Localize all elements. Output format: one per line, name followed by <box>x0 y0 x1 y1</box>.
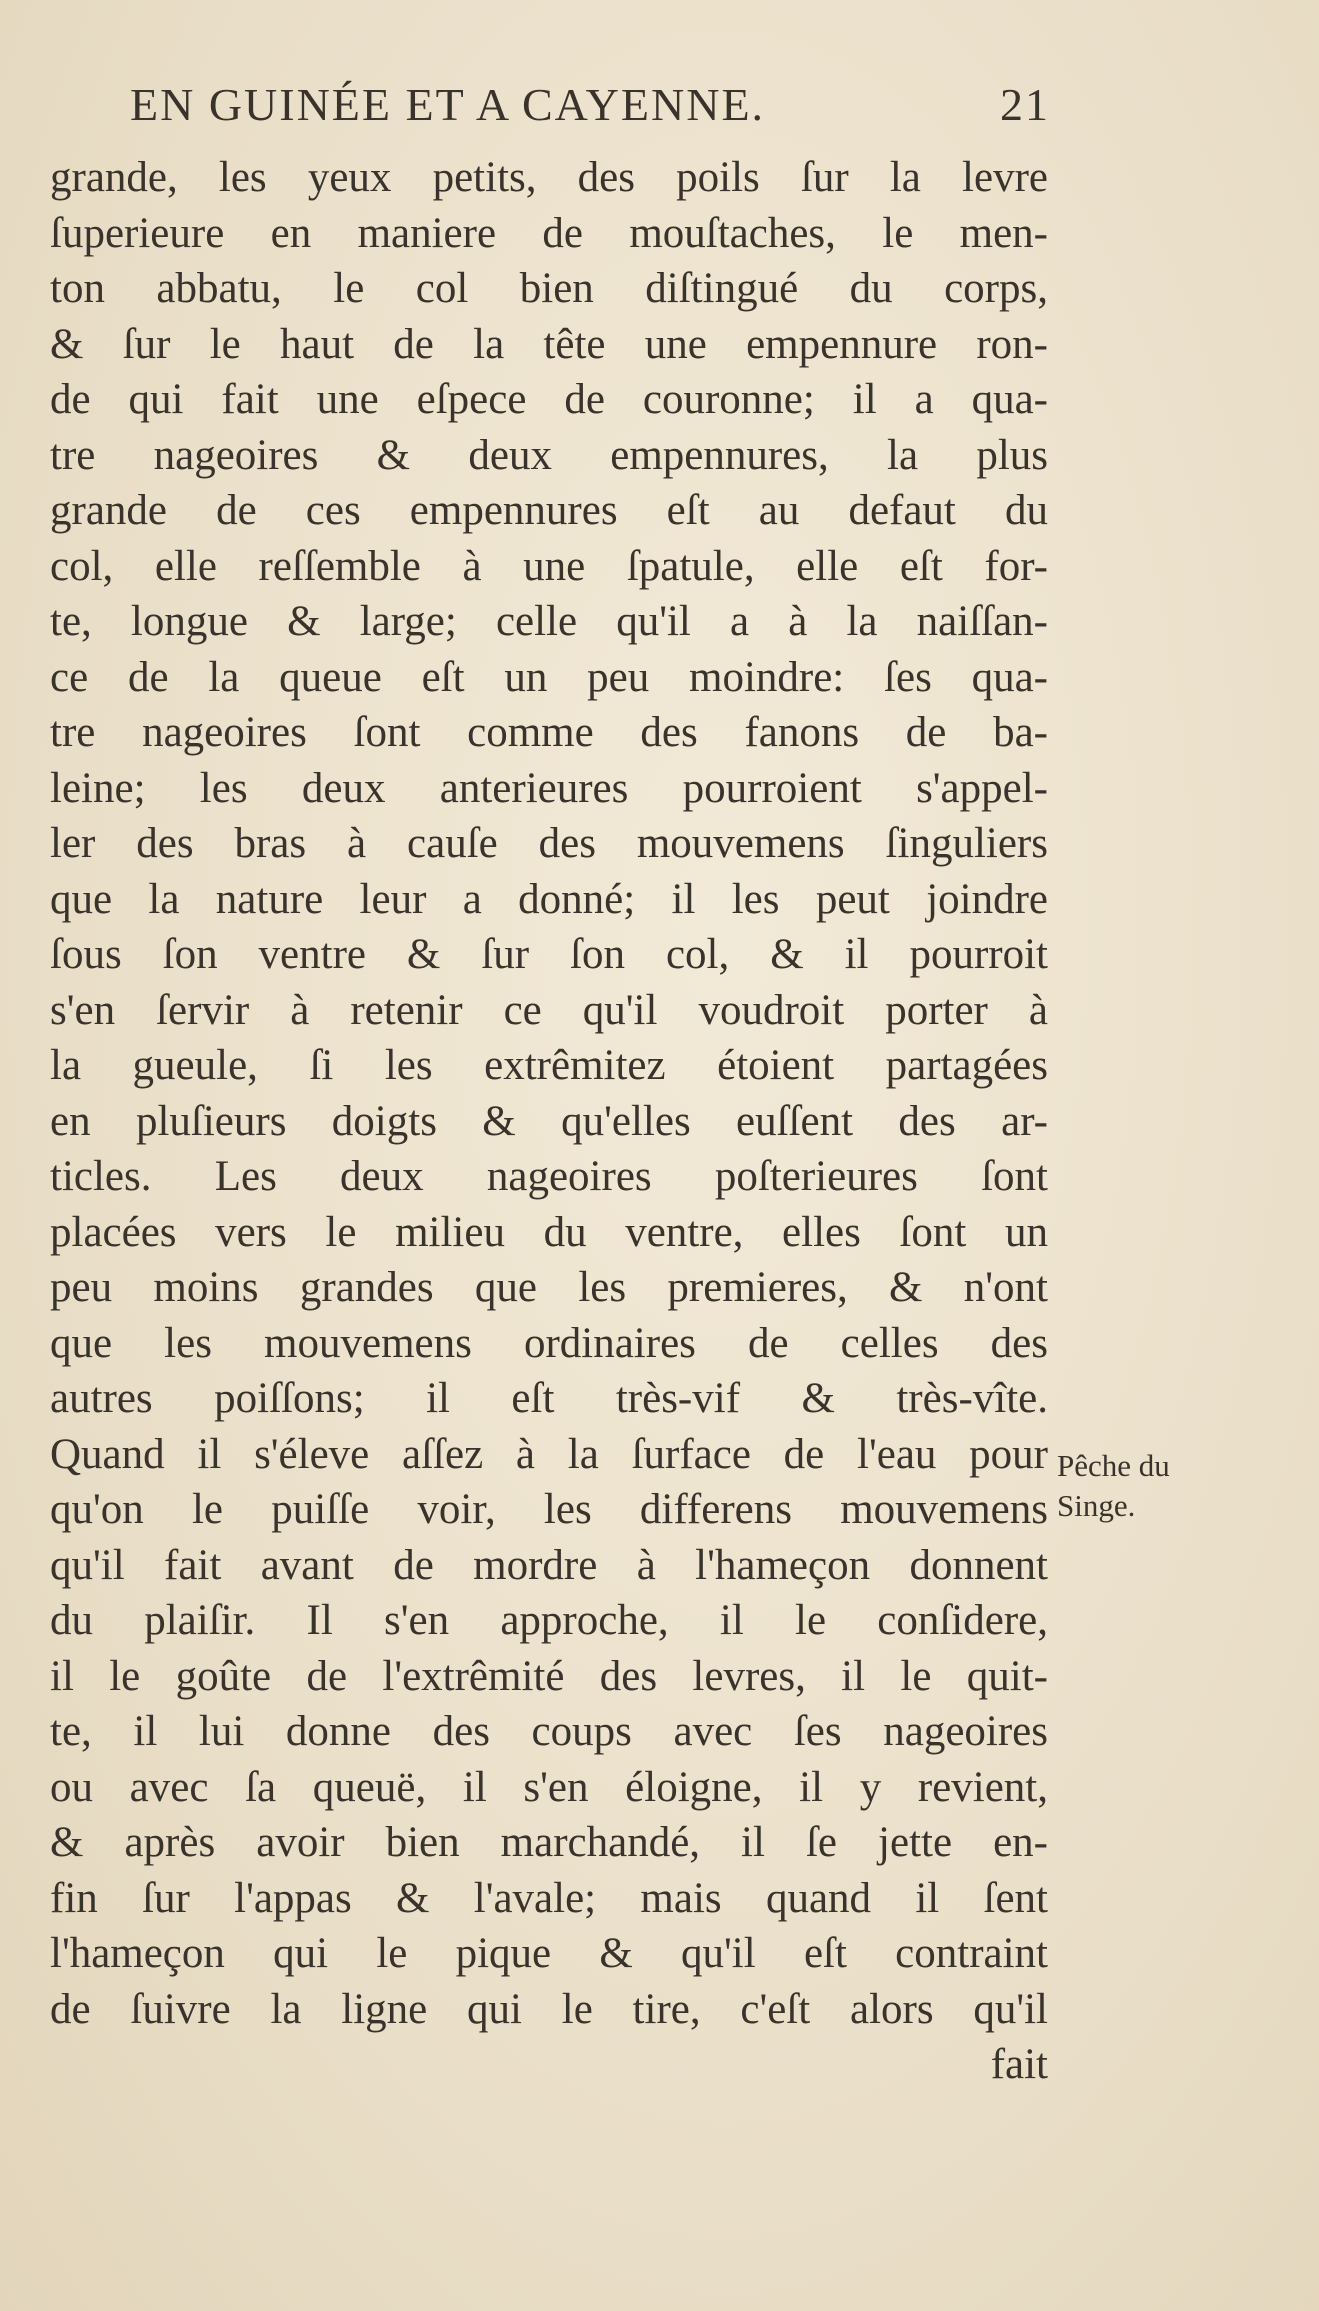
text-line: ſous ſon ventre & ſur ſon col, & il pourroit <box>50 931 1048 978</box>
text-line: qu'on le puiſſe voir, les differens mouvemens <box>50 1486 1048 1533</box>
text-line: Quand il s'éleve aſſez à la ſurface de l'eau pour <box>50 1430 1048 1478</box>
catchword: fait <box>990 2041 1048 2088</box>
text-line: ce de la queue eſt un peu moindre: ſes qua- <box>50 653 1048 701</box>
text-line: fin ſur l'appas & l'avale; mais quand il ſent <box>50 1874 1048 1922</box>
text-line: grande de ces empennures eſt au defaut du <box>50 487 1048 534</box>
running-title: EN GUINÉE ET A CAYENNE. <box>130 79 766 130</box>
text-line: en pluſieurs doigts & qu'elles euſſent des ar- <box>50 1097 1048 1145</box>
body-text <box>50 150 1048 2093</box>
text-line: que la nature leur a donné; il les peut joindre <box>50 875 1048 923</box>
text-line: l'hameçon qui le pique & qu'il eſt contraint <box>50 1930 1048 1977</box>
text-line: te, longue & large; celle qu'il a à la naiſſan- <box>50 598 1048 645</box>
text-line: ſuperieure en maniere de mouſtaches, le men- <box>50 209 1048 257</box>
text-line: & ſur le haut de la tête une empennure ron- <box>50 320 1048 368</box>
text-line: ton abbatu, le col bien diſtingué du corps, <box>50 265 1048 312</box>
text-line: ler des bras à cauſe des mouvemens ſinguliers <box>50 820 1048 867</box>
page-number: 21 <box>1000 79 1050 130</box>
text-line: que les mouvemens ordinaires de celles des <box>50 1319 1048 1367</box>
margin-note-line: Singe. <box>1057 1488 1136 1523</box>
text-line: peu moins grandes que les premieres, & n'ont <box>50 1264 1048 1311</box>
text-line: col, elle reſſemble à une ſpatule, elle eſt for- <box>50 542 1048 590</box>
text-line: qu'il fait avant de mordre à l'hameçon donnent <box>50 1541 1048 1589</box>
text-line: & après avoir bien marchandé, il ſe jette en- <box>50 1819 1048 1866</box>
text-line: tre nageoires & deux empennures, la plus <box>50 431 1048 479</box>
margin-note-line: Pêche du <box>1057 1448 1170 1483</box>
text-line: grande, les yeux petits, des poils ſur la levre <box>50 154 1048 201</box>
text-line: ticles. Les deux nageoires poſterieures ſont <box>50 1153 1048 1200</box>
text-line: la gueule, ſi les extrêmitez étoient partagées <box>50 1042 1048 1089</box>
running-head <box>130 78 1050 138</box>
text-line: leine; les deux anterieures pourroient s'appel- <box>50 764 1048 812</box>
text-line: placées vers le milieu du ventre, elles ſont un <box>50 1208 1048 1256</box>
text-line: te, il lui donne des coups avec ſes nageoires <box>50 1708 1048 1755</box>
text-line: ou avec ſa queuë, il s'en éloigne, il y revient, <box>50 1763 1048 1811</box>
text-line: de qui fait une eſpece de couronne; il a qua- <box>50 376 1048 423</box>
text-line: tre nageoires ſont comme des fanons de ba- <box>50 709 1048 756</box>
text-line: il le goûte de l'extrêmité des levres, il le quit- <box>50 1652 1048 1700</box>
text-line: de ſuivre la ligne qui le tire, c'eſt alors qu'il <box>50 1985 1048 2033</box>
text-line: du plaiſir. Il s'en approche, il le conſidere, <box>50 1597 1048 1644</box>
text-line: autres poiſſons; il eſt très-vif & très-vîte. <box>50 1375 1048 1422</box>
text-line: s'en ſervir à retenir ce qu'il voudroit porter à <box>50 986 1048 1034</box>
margin-note <box>1057 1446 1277 1526</box>
